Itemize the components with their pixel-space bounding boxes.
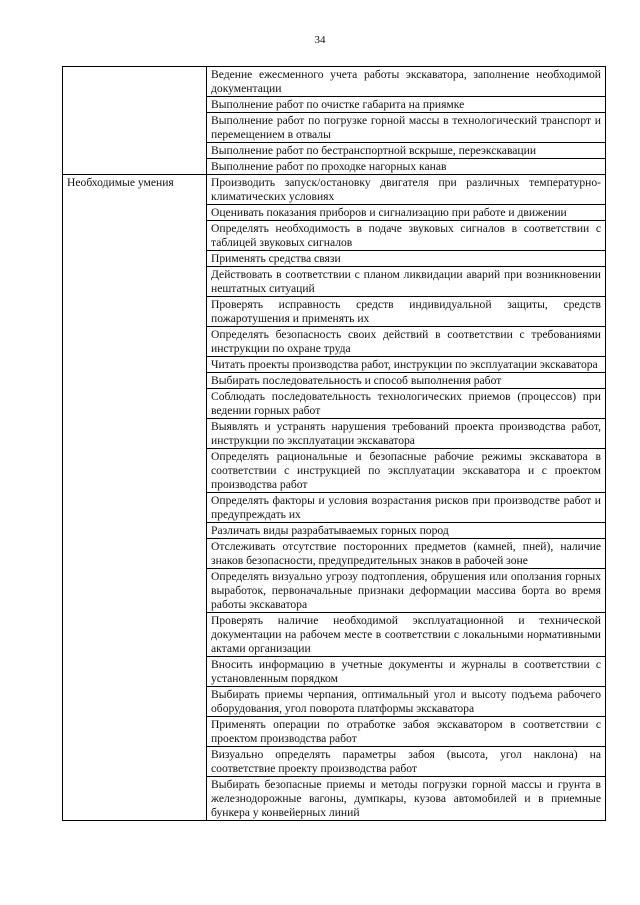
table-row <box>63 67 606 97</box>
table-body <box>63 67 606 821</box>
requirement-item: Действовать в соответствии с планом ликвидации аварий при возникновении нештатных ситуаций <box>207 267 606 297</box>
requirement-item: Оценивать показания приборов и сигнализацию при работе и движении <box>207 205 606 221</box>
page-number: 34 <box>314 34 326 46</box>
requirement-item: Соблюдать последовательность технологических приемов (процессов) при ведении горных работ <box>207 389 606 419</box>
requirement-item: Выявлять и устранять нарушения требований проекта производства работ, инструкции по эксплуатации экскаватора <box>207 419 606 449</box>
requirement-item: Выполнение работ по бестранспортной вскрыше, переэкскавации <box>207 143 606 159</box>
requirement-item: Определять безопасность своих действий в соответствии с требованиями инструкции по охране труда <box>207 327 606 357</box>
requirement-item: Отслеживать отсутствие посторонних предметов (камней, пней), наличие знаков безопасности, предупредительных знаков в рабочей зоне <box>207 539 606 569</box>
requirement-item: Вносить информацию в учетные документы и журналы в соответствии с установленным порядком <box>207 657 606 687</box>
requirements-table <box>62 66 606 821</box>
requirement-item: Ведение ежесменного учета работы экскаватора, заполнение необходимой документации <box>207 67 606 97</box>
requirement-item: Применять средства связи <box>207 251 606 267</box>
requirement-item: Определять визуально угрозу подтопления, обрушения или оползания горных выработок, первоначальные признаки деформации массива борта во время работы экскаватора <box>207 569 606 613</box>
requirement-item: Проверять исправность средств индивидуальной защиты, средств пожаротушения и применять их <box>207 297 606 327</box>
requirement-item: Визуально определять параметры забоя (высота, угол наклона) на соответствие проекту производства работ <box>207 747 606 777</box>
table-row <box>63 175 606 205</box>
requirement-item: Производить запуск/остановку двигателя при различных температурно-климатических условиях <box>207 175 606 205</box>
requirement-item: Читать проекты производства работ, инструкции по эксплуатации экскаватора <box>207 357 606 373</box>
requirement-item: Выбирать приемы черпания, оптимальный угол и высоту подъема рабочего оборудования, угол поворота платформы экскаватора <box>207 687 606 717</box>
requirement-item: Определять факторы и условия возрастания рисков при производстве работ и предупреждать их <box>207 493 606 523</box>
requirement-item: Выполнение работ по проходке нагорных канав <box>207 159 606 175</box>
requirement-item: Применять операции по отработке забоя экскаватором в соответствии с проектом производства работ <box>207 717 606 747</box>
requirement-item: Различать виды разрабатываемых горных пород <box>207 523 606 539</box>
requirement-item: Выбирать последовательность и способ выполнения работ <box>207 373 606 389</box>
section-label <box>63 67 207 175</box>
section-label: Необходимые умения <box>63 175 207 821</box>
requirement-item: Выбирать безопасные приемы и методы погрузки горной массы и грунта в железнодорожные вагоны, думпкары, кузова автомобилей и в приемные бункера у конвейерных линий <box>207 777 606 821</box>
requirement-item: Выполнение работ по погрузке горной массы в технологический транспорт и перемещением в отвалы <box>207 113 606 143</box>
requirement-item: Выполнение работ по очистке габарита на приямке <box>207 97 606 113</box>
requirement-item: Определять необходимость в подаче звуковых сигналов в соответствии с таблицей звуковых сигналов <box>207 221 606 251</box>
requirement-item: Проверять наличие необходимой эксплуатационной и технической документации на рабочем месте в соответствии с локальными нормативными актами организации <box>207 613 606 657</box>
requirement-item: Определять рациональные и безопасные рабочие режимы экскаватора в соответствии с инструкцией по эксплуатации экскаватора и с проектом производства работ <box>207 449 606 493</box>
